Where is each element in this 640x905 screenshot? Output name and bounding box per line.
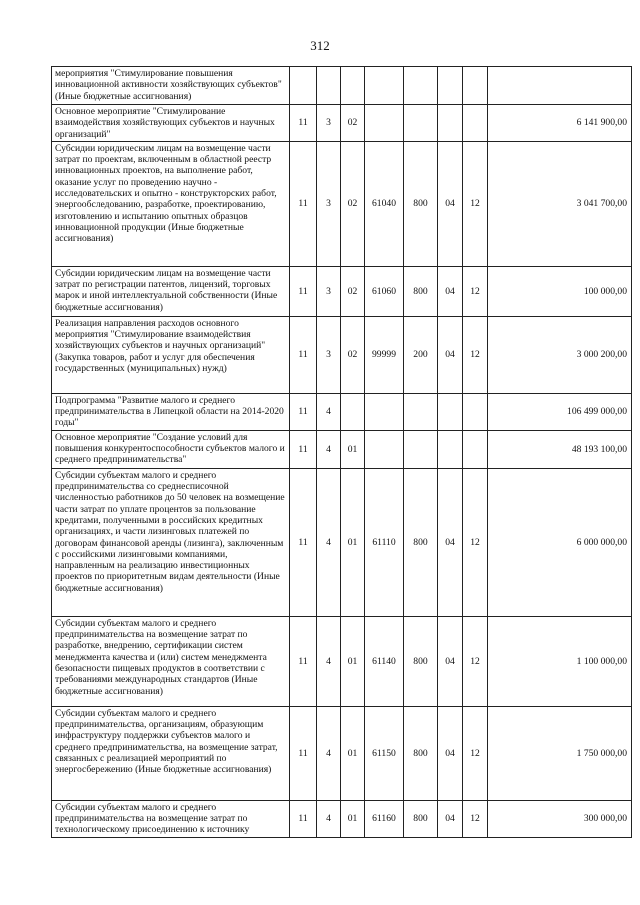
cell-amount: 3 041 700,00 — [488, 141, 632, 266]
cell-program: 11 — [290, 616, 317, 706]
row-name: Подпрограмма "Развитие малого и среднего предпринимательства в Липецкой области на 2014-2020 годы" — [52, 393, 290, 430]
cell-direction: 61150 — [365, 706, 404, 800]
cell-expense-type: 200 — [404, 316, 438, 393]
cell-program: 11 — [290, 141, 317, 266]
cell-section: 04 — [438, 141, 463, 266]
cell-direction — [365, 393, 404, 430]
cell-main-activity — [341, 67, 365, 105]
table-row — [52, 67, 632, 105]
cell-section: 04 — [438, 316, 463, 393]
budget-table — [51, 66, 632, 838]
cell-subprogram: 4 — [317, 468, 341, 616]
table-row — [52, 393, 632, 430]
cell-subprogram: 3 — [317, 266, 341, 316]
cell-section: 04 — [438, 706, 463, 800]
row-name: Основное мероприятие "Стимулирование взаимодействия хозяйствующих субъектов и научных организаций" — [52, 105, 290, 142]
cell-program: 11 — [290, 266, 317, 316]
cell-subprogram: 4 — [317, 616, 341, 706]
cell-direction — [365, 430, 404, 468]
cell-amount: 6 141 900,00 — [488, 105, 632, 142]
cell-amount: 1 750 000,00 — [488, 706, 632, 800]
cell-main-activity — [341, 393, 365, 430]
cell-program: 11 — [290, 316, 317, 393]
cell-subprogram: 3 — [317, 105, 341, 142]
cell-subsection — [463, 67, 488, 105]
cell-program: 11 — [290, 706, 317, 800]
cell-direction: 61110 — [365, 468, 404, 616]
cell-expense-type: 800 — [404, 468, 438, 616]
cell-direction — [365, 105, 404, 142]
cell-main-activity: 02 — [341, 266, 365, 316]
cell-expense-type: 800 — [404, 266, 438, 316]
cell-direction: 99999 — [365, 316, 404, 393]
cell-main-activity: 01 — [341, 706, 365, 800]
cell-subprogram: 3 — [317, 141, 341, 266]
table-row — [52, 105, 632, 142]
row-name: Основное мероприятие "Создание условий для повышения конкурентоспособности субъектов малого и среднего предпринимательства" — [52, 430, 290, 468]
cell-subsection: 12 — [463, 616, 488, 706]
cell-section — [438, 393, 463, 430]
cell-section — [438, 105, 463, 142]
cell-amount: 1 100 000,00 — [488, 616, 632, 706]
row-name: мероприятия "Стимулирование повышения инновационной активности хозяйствующих субъектов" (Иные бюджетные ассигнования) — [52, 67, 290, 105]
cell-main-activity: 02 — [341, 316, 365, 393]
row-name: Субсидии юридическим лицам на возмещение части затрат по регистрации патентов, лицензий, торговых марок и иной интеллектуальной собственности (Иные бюджетные ассигнования) — [52, 266, 290, 316]
cell-main-activity: 02 — [341, 141, 365, 266]
cell-amount: 6 000 000,00 — [488, 468, 632, 616]
cell-expense-type — [404, 393, 438, 430]
row-name: Реализация направления расходов основного мероприятия "Стимулирование взаимодействия хозяйствующих субъектов и научных организаций" (Закупка товаров, работ и услуг для обеспечения государственных (муниципальных) нужд) — [52, 316, 290, 393]
cell-subprogram — [317, 67, 341, 105]
cell-amount: 48 193 100,00 — [488, 430, 632, 468]
cell-section: 04 — [438, 800, 463, 837]
table-row — [52, 316, 632, 393]
cell-subprogram: 4 — [317, 430, 341, 468]
row-name: Субсидии субъектам малого и среднего предпринимательства на возмещение затрат по разработке, внедрению, сертификации систем менеджмента качества и (или) систем менеджмента безопасности пищевых продуктов в соответствии с требованиями международных стандартов (Иные бюджетные ассигнования) — [52, 616, 290, 706]
cell-subsection — [463, 430, 488, 468]
cell-direction: 61040 — [365, 141, 404, 266]
cell-program: 11 — [290, 105, 317, 142]
cell-subsection: 12 — [463, 266, 488, 316]
cell-program: 11 — [290, 800, 317, 837]
table-row — [52, 141, 632, 266]
table-row — [52, 800, 632, 837]
cell-expense-type — [404, 67, 438, 105]
row-name: Субсидии субъектам малого и среднего предпринимательства на возмещение затрат по технологическому присоединению к источнику — [52, 800, 290, 837]
cell-expense-type — [404, 105, 438, 142]
table-row — [52, 616, 632, 706]
cell-program: 11 — [290, 430, 317, 468]
cell-expense-type — [404, 430, 438, 468]
cell-subsection: 12 — [463, 468, 488, 616]
cell-subsection: 12 — [463, 706, 488, 800]
row-name: Субсидии субъектам малого и среднего предпринимательства со среднесписочной численностью работников до 50 человек на возмещение части затрат по уплате процентов за пользование кредитами, полученными в российских кредитных организациях, и части лизинговых платежей по договорам финансовой аренды (лизинга), заключенным с российскими лизинговыми компаниями, направленным на реализацию инвестиционных проектов по приоритетным видам деятельности (Иные бюджетные ассигнования) — [52, 468, 290, 616]
cell-expense-type: 800 — [404, 616, 438, 706]
cell-main-activity: 01 — [341, 616, 365, 706]
cell-subsection — [463, 105, 488, 142]
cell-direction — [365, 67, 404, 105]
cell-subprogram: 3 — [317, 316, 341, 393]
table-row — [52, 430, 632, 468]
cell-amount: 106 499 000,00 — [488, 393, 632, 430]
cell-section: 04 — [438, 266, 463, 316]
cell-main-activity: 01 — [341, 430, 365, 468]
cell-amount: 100 000,00 — [488, 266, 632, 316]
cell-expense-type: 800 — [404, 800, 438, 837]
cell-program — [290, 67, 317, 105]
cell-expense-type: 800 — [404, 706, 438, 800]
cell-section — [438, 430, 463, 468]
table-row — [52, 468, 632, 616]
cell-main-activity: 02 — [341, 105, 365, 142]
cell-amount — [488, 67, 632, 105]
cell-direction: 61060 — [365, 266, 404, 316]
cell-subprogram: 4 — [317, 393, 341, 430]
cell-subsection: 12 — [463, 316, 488, 393]
page-number: 312 — [310, 38, 330, 53]
cell-section: 04 — [438, 468, 463, 616]
cell-section: 04 — [438, 616, 463, 706]
cell-subsection: 12 — [463, 800, 488, 837]
cell-main-activity: 01 — [341, 800, 365, 837]
cell-subsection: 12 — [463, 141, 488, 266]
table-row — [52, 266, 632, 316]
cell-section — [438, 67, 463, 105]
row-name: Субсидии субъектам малого и среднего предпринимательства, организациям, образующим инфраструктуру поддержки субъектов малого и среднего предпринимательства, на возмещение затрат, связанных с реализацией мероприятий по энергосбережению (Иные бюджетные ассигнования) — [52, 706, 290, 800]
cell-amount: 300 000,00 — [488, 800, 632, 837]
cell-expense-type: 800 — [404, 141, 438, 266]
cell-program: 11 — [290, 468, 317, 616]
cell-main-activity: 01 — [341, 468, 365, 616]
cell-amount: 3 000 200,00 — [488, 316, 632, 393]
cell-program: 11 — [290, 393, 317, 430]
cell-subsection — [463, 393, 488, 430]
cell-direction: 61160 — [365, 800, 404, 837]
cell-direction: 61140 — [365, 616, 404, 706]
table-row — [52, 706, 632, 800]
row-name: Субсидии юридическим лицам на возмещение части затрат по проектам, включенным в областной реестр инновационных проектов, на выполнение работ, оказание услуг по проведению научно - исследовательских и опытно - конструкторских работ, энергообследованию, разработке, проектированию, изготовлению и испытанию опытных образцов инновационной продукции (Иные бюджетные ассигнования) — [52, 141, 290, 266]
cell-subprogram: 4 — [317, 706, 341, 800]
cell-subprogram: 4 — [317, 800, 341, 837]
